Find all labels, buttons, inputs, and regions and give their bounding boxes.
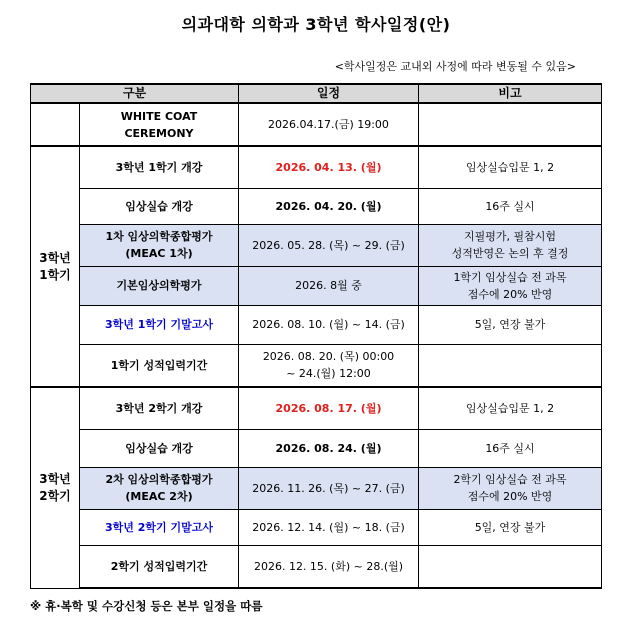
table-row (31, 224, 602, 266)
date-line: ~ 24.(월) 12:00 (286, 367, 371, 381)
table-row (31, 266, 602, 305)
row-date (239, 344, 419, 387)
item-line: (MEAC 1차) (125, 247, 193, 260)
row-date: 2026. 12. 14. (월) ~ 18. (금) (239, 509, 419, 545)
row-note (419, 467, 602, 509)
page-title: 의과대학 의학과 3학년 학사일정(안) (181, 15, 451, 34)
table-row (31, 188, 602, 224)
table-header-row (31, 84, 602, 103)
bold-date: 2026. 04. 20. (월) (275, 199, 382, 213)
item-line: 1차 임상의학종합평가 (105, 230, 213, 243)
highlight-date: 2026. 04. 13. (월) (275, 160, 382, 174)
table-row (31, 509, 602, 545)
table-row (31, 545, 602, 588)
note-line: 점수에 20% 반영 (467, 490, 553, 503)
row-date (239, 429, 419, 467)
row-item: 임상실습 개강 (80, 188, 239, 224)
item-line: WHITE COAT (120, 109, 198, 123)
date-line: 2026. 08. 20. (목) 00:00 (262, 350, 395, 364)
row-note: 16주 실시 (419, 188, 602, 224)
item-line: (MEAC 2차) (125, 490, 193, 503)
header-category: 구분 (31, 84, 239, 103)
row-item (80, 224, 239, 266)
row-note: 5일, 연장 불가 (419, 509, 602, 545)
schedule-change-notice: <학사일정은 교내외 사정에 따라 변동될 수 있음> (334, 60, 576, 73)
row-date (239, 188, 419, 224)
row-item: 3학년 1학기 기말고사 (80, 305, 239, 344)
row-item: 3학년 2학기 기말고사 (80, 509, 239, 545)
table-row (31, 467, 602, 509)
note-line: 성적반영은 논의 후 결정 (451, 247, 569, 260)
semester1-label (31, 146, 80, 387)
table-row (31, 103, 602, 146)
header-schedule: 일정 (239, 84, 419, 103)
semester-label-line: 3학년 (39, 250, 71, 265)
table-row (31, 305, 602, 344)
row-item: 3학년 2학기 개강 (80, 387, 239, 429)
row-note: 16주 실시 (419, 429, 602, 467)
row-date: 2026. 08. 10. (월) ~ 14. (금) (239, 305, 419, 344)
item-line: CEREMONY (124, 126, 194, 140)
row-note (419, 224, 602, 266)
row-note (419, 344, 602, 387)
row-item: 1학기 성적입력기간 (80, 344, 239, 387)
schedule-table (30, 83, 602, 589)
table-row (31, 387, 602, 429)
note-line: 2학기 임상실습 전 과목 (453, 473, 567, 486)
row-date: 2026. 11. 26. (목) ~ 27. (금) (239, 467, 419, 509)
row-date: 2026. 05. 28. (목) ~ 29. (금) (239, 224, 419, 266)
row-note (419, 545, 602, 588)
row-item: 2학기 성적입력기간 (80, 545, 239, 588)
row-date: 2026.04.17.(금) 19:00 (239, 103, 419, 146)
row-note: 임상실습입문 1, 2 (419, 387, 602, 429)
row-item (80, 467, 239, 509)
note-line: 지필평가, 필참시험 (463, 230, 556, 243)
semester-label-line: 3학년 (39, 471, 71, 486)
row-note (419, 103, 602, 146)
table-row (31, 429, 602, 467)
row-item: 임상실습 개강 (80, 429, 239, 467)
row-note: 임상실습입문 1, 2 (419, 146, 602, 188)
bold-date: 2026. 08. 24. (월) (275, 441, 382, 455)
row-date: 2026. 12. 15. (화) ~ 28.(월) (239, 545, 419, 588)
header-remarks: 비고 (419, 84, 602, 103)
row-date (239, 387, 419, 429)
row-date: 2026. 8월 중 (239, 266, 419, 305)
item-line: 2차 임상의학종합평가 (105, 473, 213, 486)
semester-label-line: 1학기 (39, 267, 71, 282)
row-item (80, 103, 239, 146)
empty-cell (31, 103, 80, 146)
row-date (239, 146, 419, 188)
table-row (31, 344, 602, 387)
semester2-label (31, 387, 80, 588)
highlight-date: 2026. 08. 17. (월) (275, 401, 382, 415)
semester-label-line: 2학기 (39, 488, 71, 503)
row-item: 3학년 1학기 개강 (80, 146, 239, 188)
row-note (419, 266, 602, 305)
note-line: 1학기 임상실습 전 과목 (453, 270, 567, 284)
table-row (31, 146, 602, 188)
footnote: ※ 휴·복학 및 수강신청 등은 본부 일정을 따름 (30, 599, 263, 613)
row-item: 기본임상의학평가 (80, 266, 239, 305)
row-note: 5일, 연장 불가 (419, 305, 602, 344)
note-line: 점수에 20% 반영 (467, 287, 553, 301)
